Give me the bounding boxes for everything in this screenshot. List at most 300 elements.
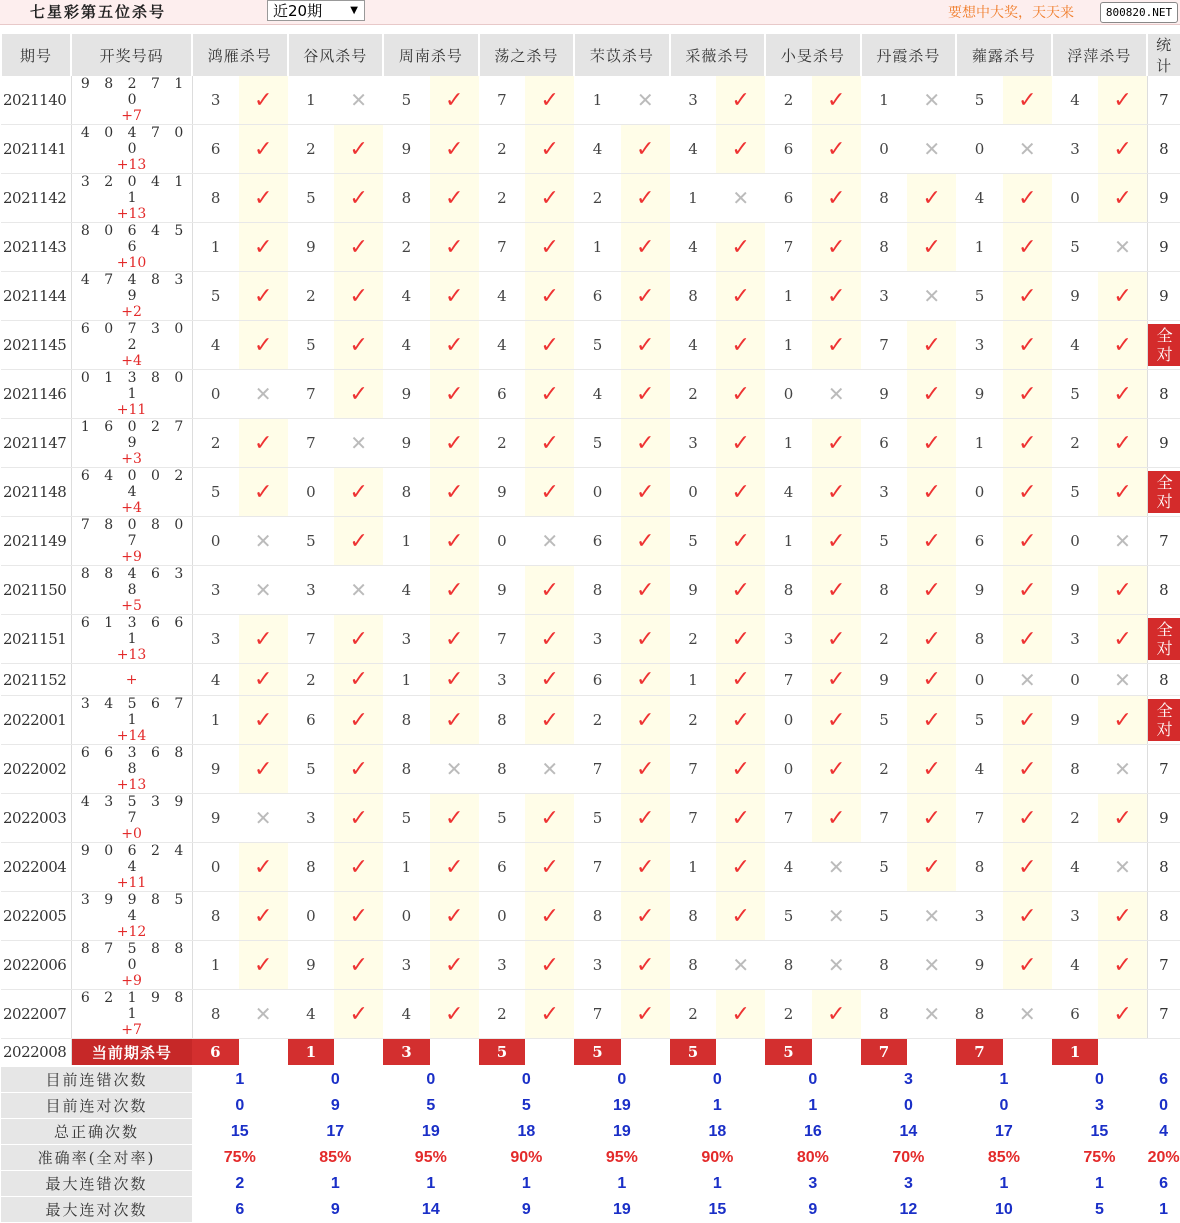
draw-sum: +13 (116, 647, 147, 663)
check-icon: ✓ (636, 667, 655, 692)
result-mark-cell (525, 615, 574, 664)
result-mark-cell (430, 745, 479, 794)
stat-label: 总正确次数 (1, 1119, 192, 1145)
kill-number-cell: 1 (670, 664, 717, 696)
stat-value: 15 (670, 1197, 766, 1223)
check-icon: ✓ (636, 283, 655, 309)
draw-sum: +13 (116, 777, 147, 793)
stat-cell (1147, 990, 1180, 1039)
stat-cell (1147, 794, 1180, 843)
current-kill-spacer (525, 1039, 574, 1067)
result-mark-cell (716, 125, 765, 174)
stat-value: 19 (574, 1197, 670, 1223)
result-mark-cell (812, 223, 861, 272)
stat-cell (1147, 223, 1180, 272)
check-icon: ✓ (444, 577, 464, 603)
check-icon: ✓ (1018, 626, 1037, 652)
check-icon: ✓ (1018, 756, 1037, 782)
draw-number-cell (71, 615, 192, 664)
result-mark-cell (621, 843, 670, 892)
result-mark-cell (716, 76, 765, 125)
stat-value: 0 (1052, 1066, 1148, 1093)
check-icon: ✓ (1018, 234, 1037, 260)
current-kill-spacer (716, 1039, 765, 1067)
kill-number-cell: 7 (765, 794, 812, 843)
result-mark-cell (334, 76, 383, 125)
current-kill-value: 5 (574, 1039, 621, 1067)
period-cell: 2021152 (1, 664, 71, 696)
kill-number-cell: 6 (956, 517, 1003, 566)
current-kill-spacer (1098, 1039, 1147, 1067)
result-mark-cell (334, 941, 383, 990)
result-mark-cell (907, 696, 956, 745)
check-icon: ✓ (731, 667, 750, 692)
draw-number-cell (71, 892, 192, 941)
kill-number-cell: 7 (861, 321, 908, 370)
stat-label: 最大连对次数 (1, 1197, 192, 1223)
result-mark-cell (525, 174, 574, 223)
result-mark-cell (239, 615, 288, 664)
check-icon: ✓ (1018, 707, 1037, 733)
check-icon: ✓ (444, 185, 464, 211)
draw-sum: +13 (116, 206, 147, 222)
kill-number-cell: 7 (861, 794, 908, 843)
draw-sum: +0 (121, 826, 142, 842)
result-mark-cell (1003, 517, 1052, 566)
stat-value: 8 (1159, 140, 1169, 158)
check-icon: ✓ (636, 626, 655, 652)
result-mark-cell (239, 174, 288, 223)
current-kill-value: 7 (956, 1039, 1003, 1067)
result-mark-cell (716, 566, 765, 615)
kill-number-cell: 8 (383, 468, 430, 517)
kill-number-cell: 2 (574, 174, 621, 223)
check-icon: ✓ (253, 903, 273, 929)
kill-number-cell: 2 (861, 745, 908, 794)
kill-number-cell: 0 (956, 664, 1003, 696)
draw-sum: +5 (121, 598, 142, 614)
table-row (1, 517, 1180, 566)
result-mark-cell (621, 892, 670, 941)
col-header-tj: 统计 (1147, 34, 1180, 76)
result-mark-cell (334, 223, 383, 272)
kill-number-cell: 3 (479, 941, 526, 990)
kill-number-cell: 4 (956, 174, 1003, 223)
stat-value: 9 (288, 1197, 384, 1223)
current-kill-spacer (430, 1039, 479, 1067)
stat-value: 1 (574, 1171, 670, 1197)
kill-number-cell: 5 (288, 174, 335, 223)
check-icon: ✓ (540, 707, 559, 733)
result-mark-cell (907, 468, 956, 517)
kill-number-cell: 6 (765, 125, 812, 174)
kill-number-cell: 7 (670, 745, 717, 794)
period-cell: 2022006 (1, 941, 71, 990)
kill-number-cell: 2 (288, 125, 335, 174)
check-icon: ✓ (922, 667, 941, 692)
kill-number-cell: 2 (765, 990, 812, 1039)
kill-number-cell: 6 (288, 696, 335, 745)
period-cell: 2021142 (1, 174, 71, 223)
kill-number-cell: 2 (670, 990, 717, 1039)
result-mark-cell (907, 664, 956, 696)
check-icon: ✓ (444, 332, 464, 358)
stat-value: 9 (1159, 238, 1169, 256)
stat-value: 16 (765, 1119, 861, 1145)
all-correct-badge: 全 对 (1148, 618, 1180, 660)
kill-number-cell: 4 (288, 990, 335, 1039)
result-mark-cell (1098, 468, 1147, 517)
cross-icon: ✕ (1018, 1002, 1036, 1026)
result-mark-cell (334, 517, 383, 566)
col-header-expert: 荡之杀号 (479, 34, 575, 76)
check-icon: ✓ (540, 1001, 559, 1027)
result-mark-cell (621, 615, 670, 664)
result-mark-cell (430, 990, 479, 1039)
draw-number-cell (71, 272, 192, 321)
stat-value: 1 (956, 1066, 1052, 1093)
kill-number-cell: 2 (288, 664, 335, 696)
result-mark-cell (430, 615, 479, 664)
result-mark-cell (1098, 174, 1147, 223)
check-icon: ✓ (1113, 1001, 1132, 1027)
draw-digits: 8 8 4 6 3 8 (80, 566, 189, 598)
stat-value: 1 (1052, 1171, 1148, 1197)
cross-icon: ✕ (1114, 235, 1131, 259)
check-icon: ✓ (636, 952, 655, 978)
table-row (1, 125, 1180, 174)
result-mark-cell (334, 745, 383, 794)
stat-value: 1 (383, 1171, 479, 1197)
draw-sum: +7 (121, 1022, 142, 1038)
result-mark-cell (525, 696, 574, 745)
kill-number-cell: 3 (479, 664, 526, 696)
result-mark-cell (812, 664, 861, 696)
result-mark-cell (907, 174, 956, 223)
check-icon: ✓ (253, 283, 273, 309)
check-icon: ✓ (636, 1001, 655, 1027)
stat-cell (1147, 321, 1180, 370)
result-mark-cell (525, 419, 574, 468)
result-mark-cell (239, 892, 288, 941)
stat-total: 20% (1147, 1145, 1180, 1171)
check-icon: ✓ (253, 952, 273, 978)
check-icon: ✓ (444, 626, 464, 652)
cross-icon: ✕ (1114, 757, 1131, 781)
kill-number-cell: 7 (479, 615, 526, 664)
result-mark-cell (716, 419, 765, 468)
result-mark-cell (525, 566, 574, 615)
kill-number-cell: 3 (765, 615, 812, 664)
kill-number-cell: 5 (765, 892, 812, 941)
kill-number-cell: 9 (956, 370, 1003, 419)
draw-sum: +2 (121, 304, 142, 320)
stat-value: 9 (1159, 287, 1169, 305)
result-mark-cell (525, 745, 574, 794)
kill-number-cell: 8 (861, 223, 908, 272)
result-mark-cell (334, 419, 383, 468)
kill-number-cell: 8 (765, 941, 812, 990)
result-mark-cell (812, 125, 861, 174)
result-mark-cell (430, 272, 479, 321)
result-mark-cell (334, 794, 383, 843)
promo-text[interactable]: 要想中大奖，天天来 (948, 5, 1074, 21)
table-row (1, 566, 1180, 615)
result-mark-cell (239, 272, 288, 321)
all-correct-badge: 全 对 (1148, 699, 1180, 741)
check-icon: ✓ (731, 756, 750, 782)
draw-digits: 8 0 6 4 5 6 (80, 223, 189, 255)
stat-cell (1147, 745, 1180, 794)
draw-digits: 4 7 4 8 3 9 (80, 272, 189, 304)
kill-number-cell: 5 (383, 794, 430, 843)
stat-value: 0 (192, 1093, 288, 1119)
kill-number-cell: 4 (479, 321, 526, 370)
check-icon: ✓ (636, 577, 655, 603)
result-mark-cell (1003, 419, 1052, 468)
result-mark-cell (334, 468, 383, 517)
check-icon: ✓ (444, 805, 464, 831)
check-icon: ✓ (349, 805, 368, 831)
result-mark-cell (1003, 990, 1052, 1039)
check-icon: ✓ (636, 185, 655, 211)
check-icon: ✓ (827, 1001, 846, 1027)
check-icon: ✓ (731, 707, 750, 733)
result-mark-cell (907, 272, 956, 321)
kill-number-cell: 0 (479, 517, 526, 566)
stat-cell (1147, 370, 1180, 419)
kill-number-cell: 3 (574, 941, 621, 990)
result-mark-cell (621, 321, 670, 370)
result-mark-cell (907, 615, 956, 664)
result-mark-cell (907, 76, 956, 125)
kill-number-cell: 2 (479, 174, 526, 223)
cross-icon: ✕ (445, 757, 463, 781)
result-mark-cell (621, 272, 670, 321)
kill-number-cell: 3 (670, 419, 717, 468)
draw-digits: 3 2 0 4 1 1 (80, 174, 189, 206)
result-mark-cell (621, 745, 670, 794)
kill-number-cell: 1 (574, 223, 621, 272)
result-mark-cell (1098, 990, 1147, 1039)
kill-number-cell: 4 (670, 125, 717, 174)
table-row (1, 468, 1180, 517)
result-mark-cell (716, 990, 765, 1039)
all-correct-badge: 全 对 (1148, 471, 1180, 513)
kill-number-cell: 5 (574, 321, 621, 370)
current-kill-value: 1 (1052, 1039, 1099, 1067)
kill-number-cell: 7 (956, 794, 1003, 843)
kill-number-cell: 5 (861, 843, 908, 892)
check-icon: ✓ (444, 381, 464, 407)
check-icon: ✓ (922, 626, 941, 652)
result-mark-cell (334, 125, 383, 174)
result-mark-cell (907, 321, 956, 370)
stat-cell (1147, 272, 1180, 321)
period-select[interactable] (267, 0, 365, 21)
kill-number-cell: 1 (192, 941, 239, 990)
check-icon: ✓ (444, 430, 464, 456)
kill-number-cell: 3 (288, 566, 335, 615)
check-icon: ✓ (349, 667, 368, 692)
result-mark-cell (430, 76, 479, 125)
draw-number-cell (71, 370, 192, 419)
check-icon: ✓ (540, 332, 559, 358)
stat-value: 9 (479, 1197, 575, 1223)
check-icon: ✓ (922, 528, 941, 554)
kill-number-cell: 0 (956, 125, 1003, 174)
kill-number-cell: 5 (574, 794, 621, 843)
stat-value: 0 (383, 1066, 479, 1093)
stat-value: 8 (1159, 385, 1169, 403)
stat-cell (1147, 419, 1180, 468)
stat-label: 准确率(全对率) (1, 1145, 192, 1171)
cross-icon: ✕ (1114, 855, 1131, 879)
kill-number-cell: 6 (574, 517, 621, 566)
check-icon: ✓ (444, 283, 464, 309)
check-icon: ✓ (731, 381, 750, 407)
chevron-down-icon: ▼ (350, 5, 358, 16)
table-row (1, 892, 1180, 941)
result-mark-cell (812, 76, 861, 125)
result-mark-cell (1003, 941, 1052, 990)
result-mark-cell (1098, 517, 1147, 566)
table-row (1, 419, 1180, 468)
result-mark-cell (812, 990, 861, 1039)
check-icon: ✓ (636, 136, 655, 162)
draw-number-cell (71, 468, 192, 517)
result-mark-cell (525, 892, 574, 941)
draw-digits: 6 1 3 6 6 1 (80, 615, 189, 647)
cross-icon: ✕ (254, 1002, 272, 1026)
check-icon: ✓ (922, 430, 941, 456)
result-mark-cell (1098, 223, 1147, 272)
kill-number-cell: 9 (1052, 696, 1099, 745)
result-mark-cell (525, 321, 574, 370)
check-icon: ✓ (540, 952, 559, 978)
check-icon: ✓ (540, 87, 559, 113)
check-icon: ✓ (444, 87, 464, 113)
check-icon: ✓ (827, 332, 846, 358)
cross-icon: ✕ (254, 529, 272, 553)
stat-value: 0 (765, 1066, 861, 1093)
result-mark-cell (430, 843, 479, 892)
kill-number-cell: 5 (574, 419, 621, 468)
kill-number-cell: 1 (383, 517, 430, 566)
draw-number-cell (71, 321, 192, 370)
site-logo[interactable]: 800820.NET (1100, 2, 1178, 23)
stat-row (1, 1197, 1180, 1223)
kill-number-cell: 3 (670, 76, 717, 125)
stat-value: 5 (1052, 1197, 1148, 1223)
check-icon: ✓ (1113, 332, 1132, 358)
stat-total: 6 (1147, 1066, 1180, 1093)
cross-icon: ✕ (541, 757, 559, 781)
draw-digits: 7 8 0 8 0 7 (80, 517, 189, 549)
kill-number-cell: 5 (956, 76, 1003, 125)
check-icon: ✓ (253, 234, 273, 260)
result-mark-cell (907, 794, 956, 843)
kill-number-cell: 9 (192, 794, 239, 843)
period-cell: 2021149 (1, 517, 71, 566)
kill-number-cell: 0 (765, 370, 812, 419)
check-icon: ✓ (922, 479, 941, 505)
cross-icon: ✕ (923, 88, 941, 112)
col-header-qi: 期号 (1, 34, 71, 76)
result-mark-cell (907, 941, 956, 990)
result-mark-cell (812, 517, 861, 566)
draw-sum: +14 (116, 728, 147, 744)
check-icon: ✓ (540, 854, 559, 880)
result-mark-cell (334, 892, 383, 941)
result-mark-cell (716, 696, 765, 745)
kill-number-cell: 7 (765, 223, 812, 272)
kill-number-cell: 3 (1052, 615, 1099, 664)
result-mark-cell (716, 272, 765, 321)
table-row (1, 696, 1180, 745)
result-mark-cell (812, 615, 861, 664)
table-row (1, 615, 1180, 664)
kill-number-cell: 5 (288, 517, 335, 566)
kill-number-cell: 9 (861, 664, 908, 696)
draw-digits: 9 0 6 2 4 4 (80, 843, 189, 875)
kill-number-cell: 0 (956, 468, 1003, 517)
kill-number-cell: 1 (765, 517, 812, 566)
kill-number-cell: 1 (956, 419, 1003, 468)
cross-icon: ✕ (827, 953, 845, 977)
draw-number-cell (71, 566, 192, 615)
result-mark-cell (907, 419, 956, 468)
stat-total: 6 (1147, 1171, 1180, 1197)
draw-digits: 6 6 3 6 8 8 (80, 745, 189, 777)
current-kill-spacer (1003, 1039, 1052, 1067)
check-icon: ✓ (349, 903, 368, 929)
stat-value: 19 (574, 1093, 670, 1119)
check-icon: ✓ (827, 234, 846, 260)
result-mark-cell (716, 468, 765, 517)
result-mark-cell (716, 223, 765, 272)
kill-number-cell: 2 (192, 419, 239, 468)
check-icon: ✓ (1018, 381, 1037, 407)
stat-value: 7 (1159, 956, 1169, 974)
kill-number-cell: 8 (383, 174, 430, 223)
check-icon: ✓ (827, 136, 846, 162)
kill-number-cell: 2 (479, 419, 526, 468)
check-icon: ✓ (636, 528, 655, 554)
result-mark-cell (812, 370, 861, 419)
check-icon: ✓ (636, 430, 655, 456)
cross-icon: ✕ (1114, 529, 1131, 553)
check-icon: ✓ (349, 854, 368, 880)
result-mark-cell (907, 125, 956, 174)
draw-sum: +13 (116, 157, 147, 173)
result-mark-cell (812, 566, 861, 615)
table-row (1, 174, 1180, 223)
stat-value: 80% (765, 1145, 861, 1171)
period-cell: 2021145 (1, 321, 71, 370)
check-icon: ✓ (253, 430, 273, 456)
kill-number-cell: 8 (956, 990, 1003, 1039)
check-icon: ✓ (253, 185, 273, 211)
check-icon: ✓ (1018, 283, 1037, 309)
kill-number-cell: 5 (861, 517, 908, 566)
table-row (1, 370, 1180, 419)
kill-number-cell: 1 (670, 174, 717, 223)
kill-number-cell: 4 (670, 223, 717, 272)
draw-number-cell (71, 419, 192, 468)
stat-value: 19 (383, 1119, 479, 1145)
kill-number-cell: 2 (479, 990, 526, 1039)
